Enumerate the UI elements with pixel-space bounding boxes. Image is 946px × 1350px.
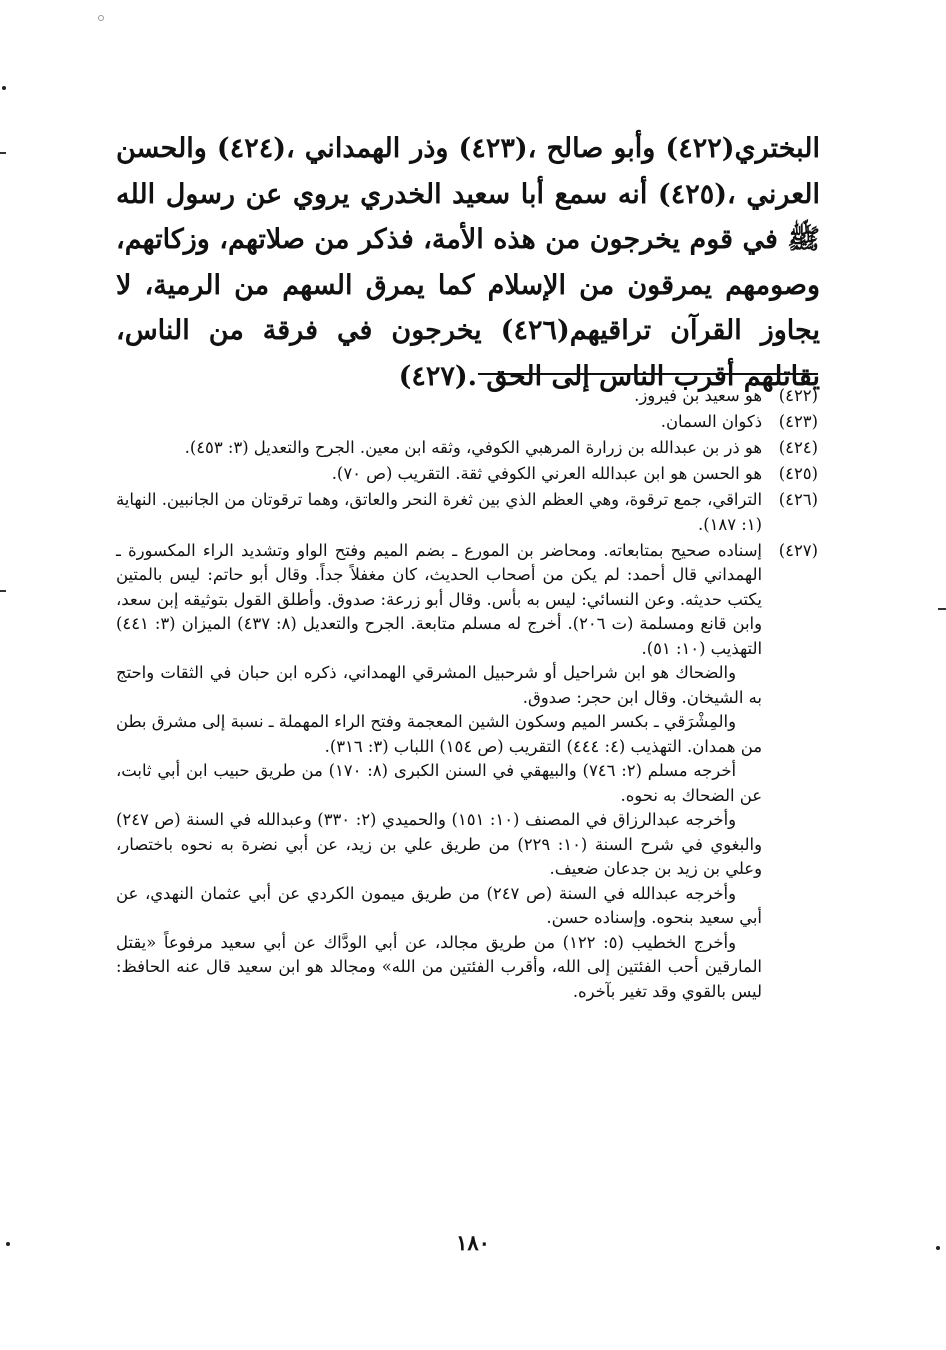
footnote-number: (٤٢٣): [778, 412, 818, 431]
footnote-number: (٤٢٦): [778, 490, 818, 509]
footnote-paragraph: إسناده صحيح بمتابعاته. ومحاضر بن المورع ـ بضم الميم وفتح الواو وتشديد الراء المكسورة ـ الهمداني قال أحمد: لم يكن من أصحاب الحديث، كان مغفلاً جداً. وقال أبو حاتم: ليس بالمتين يكتب حديثه. وعن النسائي: ليس به بأس. وقال أبو زرعة: صدوق. وأطلق القول بتوثيقه إبن سعد، وابن قانع ومسلمة (ت ٢٠٦). أخرج له مسلم متابعة. الجرح والتعديل (٨: ٤٣٧) الميزان (٣: ٤٤١) التهذيب (١٠: ٥١).: [116, 540, 762, 658]
footnote-body: [116, 488, 762, 537]
footnote-423: [116, 410, 818, 435]
footnote-separator: [478, 373, 818, 375]
footnote-number: (٤٢٧): [778, 540, 818, 560]
footnote-paragraph: وأخرجه عبدالرزاق في المصنف (١٠: ١٥١) والحميدي (٢: ٣٣٠) وعبدالله في السنة (ص ٢٤٧) والبغوي في شرح السنة (١٠: ٢٢٩) من طريق علي بن زيد، عن أبي نضرة به نحوه باختصار، وعلي بن زيد بن جدعان ضعيف.: [116, 810, 762, 878]
footnote-425: [116, 462, 818, 487]
footnote-paragraph: والضحاك هو ابن شراحيل أو شرحبيل المشرقي الهمداني، ذكره ابن حبان في الثقات واحتج به الشيخان. وقال ابن حجر: صدوق.: [116, 663, 762, 707]
footnotes-section: [116, 384, 818, 1006]
main-paragraph: البختري(٤٢٢) وأبو صالح ،(٤٢٣) وذر الهمداني ،(٤٢٤) والحسن العرني ،(٤٢٥) أنه سمع أبا سعيد الخدري يروي عن رسول الله ﷺ في قوم يخرجون من هذه الأمة، فذكر من صلاتهم، وزكاتهم، وصومهم يمرقون من الإسلام كما يمرق السهم من الرمية، لا يجاوز القرآن تراقيهم(٤٢٦) يخرجون في فرقة من الناس، يقاتلهم أقرب الناس إلى الحق .(٤٢٧): [116, 133, 821, 392]
footnote-text: ذكوان السمان.: [660, 412, 762, 431]
footnote-427: [116, 539, 818, 1005]
margin-mark: [0, 152, 6, 154]
footnote-text: هو الحسن هو ابن عبدالله العرني الكوفي ثقة. التقريب (ص ٧٠).: [331, 464, 762, 483]
footnote-text: هو ذر بن عبدالله بن زرارة المرهبي الكوفي، وثقه ابن معين. الجرح والتعديل (٣: ٤٥٣).: [184, 438, 762, 457]
main-text-block: [116, 126, 820, 399]
footnote-number: (٤٢٥): [778, 464, 818, 483]
footnote-text: هو سعيد بن فيروز.: [634, 386, 762, 405]
margin-mark: [938, 608, 946, 610]
footnote-422: [116, 384, 818, 409]
footnote-body: [116, 539, 762, 1005]
footnote-body: [116, 436, 762, 461]
footnote-body: [116, 410, 762, 435]
footnote-paragraph: أخرجه مسلم (٢: ٧٤٦) والبيهقي في السنن الكبرى (٨: ١٧٠) من طريق حبيب ابن أبي ثابت، عن الضحاك به نحوه.: [116, 761, 762, 805]
footnote-424: [116, 436, 818, 461]
scan-speck: [2, 86, 6, 90]
footnote-number: (٤٢٤): [778, 438, 818, 457]
margin-mark: [0, 590, 6, 592]
scan-speck: [98, 15, 104, 21]
footnote-426: [116, 488, 818, 537]
footnote-paragraph: وأخرجه عبدالله في السنة (ص ٢٤٧) من طريق ميمون الكردي عن أبي عثمان النهدي، عن أبي سعيد بنحوه. وإسناده حسن.: [116, 883, 762, 927]
page-number: ١٨٠: [456, 1230, 490, 1255]
footnote-body: [116, 384, 762, 409]
footnote-paragraph: وأخرج الخطيب (٥: ١٢٢) من طريق مجالد، عن أبي الودَّاك عن أبي سعيد مرفوعاً «يقتل المارقين أحب الفئتين إلى الله، وأقرب الفئتين من الله» ومجالد هو ابن سعيد قال عنه الحافظ: ليس بالقوي وقد تغير بآخره.: [116, 932, 762, 1001]
footnote-body: [116, 462, 762, 487]
footnote-number: (٤٢٢): [778, 386, 818, 405]
footnote-paragraph: والمِشْرَقي ـ بكسر الميم وسكون الشين المعجمة وفتح الراء المهملة ـ نسبة إلى مشرق بطن من همدان. التهذيب (٤: ٤٤٤) التقريب (ص ١٥٤) اللباب (٣: ٣١٦).: [116, 712, 762, 756]
footnote-text: التراقي، جمع ترقوة، وهي العظم الذي بين ثغرة النحر والعاتق، وهما ترقوتان من الجانبين. النهاية (١: ١٨٧).: [116, 490, 762, 534]
